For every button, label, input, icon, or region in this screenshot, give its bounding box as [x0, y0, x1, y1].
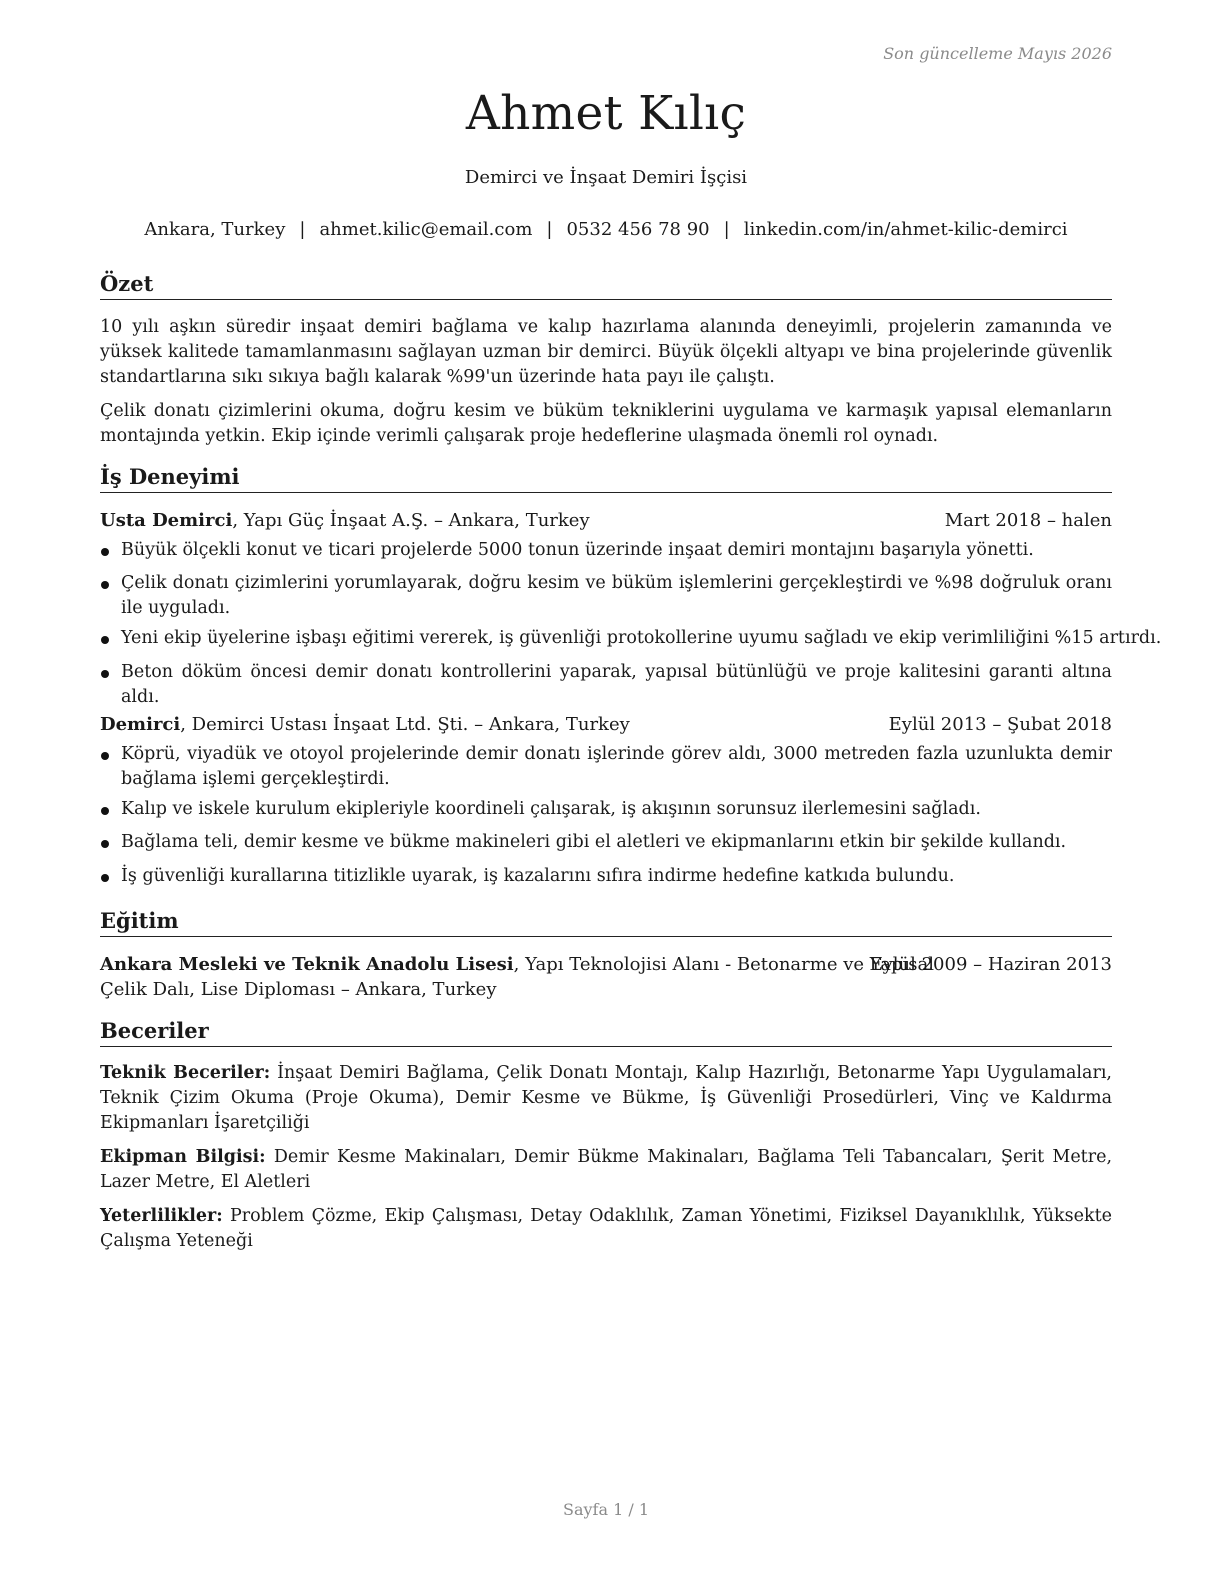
- contact-linkedin[interactable]: linkedin.com/in/ahmet-kilic-demirci: [743, 219, 1068, 240]
- experience-heading: İş Deneyimi: [100, 463, 1112, 493]
- education-dates: Eylül 2009 – Haziran 2013: [869, 954, 1112, 975]
- skills-heading: Beceriler: [100, 1017, 1112, 1047]
- last-updated: Son güncelleme Mayıs 2026: [883, 44, 1112, 63]
- contact-separator: |: [723, 219, 730, 240]
- bullet-icon: [101, 670, 109, 678]
- job-bullet: Kalıp ve iskele kurulum ekipleriyle koordineli çalışarak, iş akışının sorunsuz ilerlemesini sağladı.: [100, 797, 1112, 822]
- job-company: , Yapı Güç İnşaat A.Ş. – Ankara, Turkey: [232, 510, 590, 531]
- education-heading: Eğitim: [100, 907, 1112, 937]
- education-program: , Yapı Teknolojisi Alanı - Betonarme ve Yapısal: [513, 954, 934, 975]
- skill-label: Ekipman Bilgisi:: [100, 1147, 266, 1167]
- job-company: , Demirci Ustası İnşaat Ltd. Şti. – Ankara, Turkey: [180, 714, 630, 735]
- bullet-icon: [101, 807, 109, 815]
- job-bullet: Beton döküm öncesi demir donatı kontrollerini yaparak, yapısal bütünlüğü ve proje kalitesini garanti altına aldı.: [100, 660, 1112, 710]
- skill-group-competencies: [100, 1204, 1112, 1254]
- skill-text: Problem Çözme, Ekip Çalışması, Detay Odaklılık, Zaman Yönetimi, Fiziksel Dayanıklılık, Yüksekte Çalışma Yeteneği: [100, 1206, 1112, 1251]
- skill-text: Demir Kesme Makinaları, Demir Bükme Makinaları, Bağlama Teli Tabancaları, Şerit Metre, Lazer Metre, El Aletleri: [100, 1147, 1113, 1192]
- job-bullet: Büyük ölçekli konut ve ticari projelerde 5000 tonun üzerinde inşaat demiri montajını başarıyla yönetti.: [100, 538, 1112, 563]
- education-line-2: Çelik Dalı, Lise Diploması – Ankara, Turkey: [100, 979, 497, 1000]
- contact-location: Ankara, Turkey: [144, 219, 286, 240]
- job-title: Demirci ve İnşaat Demiri İşçisi: [464, 167, 748, 188]
- job-bullet: Çelik donatı çizimlerini yorumlayarak, doğru kesim ve büküm işlemlerini gerçekleştirdi ve %98 doğruluk oranı ile uyguladı.: [100, 571, 1112, 621]
- skill-group-equipment: [100, 1145, 1112, 1195]
- bullet-icon: [101, 636, 109, 644]
- job-bullet: Yeni ekip üyelerine işbaşı eğitimi vererek, iş güvenliği protokollerine uyumu sağladı ve ekip verimliliğini %15 artırdı.: [100, 626, 1112, 651]
- job-role-company: [100, 712, 630, 737]
- job-role: Demirci: [100, 714, 181, 735]
- skill-label: Yeterlilikler:: [100, 1206, 223, 1226]
- bullet-icon: [101, 548, 109, 556]
- skill-text: İnşaat Demiri Bağlama, Çelik Donatı Montajı, Kalıp Hazırlığı, Betonarme Yapı Uygulamaları, Teknik Çizim Okuma (Proje Okuma), Demir Kesme ve Bükme, İş Güvenliği Prosedürleri, Vinç ve Kaldırma Ekipmanları İşaretçiliği: [100, 1063, 1112, 1133]
- page-number: Sayfa 1 / 1: [562, 1500, 649, 1519]
- candidate-name: Ahmet Kılıç: [465, 86, 747, 141]
- bullet-icon: [101, 581, 109, 589]
- job-bullet: İş güvenliği kurallarına titizlikle uyarak, iş kazalarını sıfıra indirme hedefine katkıda bulundu.: [100, 864, 1112, 889]
- bullet-icon: [101, 752, 109, 760]
- contact-separator: |: [546, 219, 553, 240]
- contact-email[interactable]: ahmet.kilic@email.com: [319, 219, 533, 240]
- job-dates: Mart 2018 – halen: [944, 510, 1112, 531]
- contact-separator: |: [299, 219, 306, 240]
- contact-line: [100, 219, 1112, 240]
- skill-group-technical: [100, 1061, 1112, 1136]
- summary-paragraph-1: 10 yılı aşkın süredir inşaat demiri bağlama ve kalıp hazırlama alanında deneyimli, projelerin zamanında ve yüksek kalitede tamamlanmasını sağlayan uzman bir demirci. Büyük ölçekli altyapı ve bina projelerinde güvenlik standartlarına sıkı sıkıya bağlı kalarak %99'un üzerinde hata payı ile çalıştı.: [100, 317, 1112, 387]
- skill-label: Teknik Beceriler:: [100, 1063, 271, 1083]
- contact-phone[interactable]: 0532 456 78 90: [566, 219, 710, 240]
- job-role-company: [100, 508, 590, 533]
- education-line-1: [100, 952, 934, 977]
- job-role: Usta Demirci: [100, 510, 233, 531]
- summary-paragraph-2: Çelik donatı çizimlerini okuma, doğru kesim ve büküm tekniklerini uygulama ve karmaşık yapısal elemanların montajında yetkin. Ekip içinde verimli çalışarak proje hedeflerine ulaşmada önemli rol oynadı.: [100, 401, 1112, 446]
- job-dates: Eylül 2013 – Şubat 2018: [888, 714, 1112, 735]
- job-bullet: Bağlama teli, demir kesme ve bükme makineleri gibi el aletleri ve ekipmanlarını etkin bir şekilde kullandı.: [100, 830, 1112, 855]
- resume-page: [100, 0, 1162, 1584]
- bullet-icon: [101, 874, 109, 882]
- school-name: Ankara Mesleki ve Teknik Anadolu Lisesi: [100, 954, 514, 975]
- summary-heading: Özet: [100, 270, 1112, 300]
- job-bullet: Köprü, viyadük ve otoyol projelerinde demir donatı işlerinde görev aldı, 3000 metreden fazla uzunlukta demir bağlama işlemi gerçekleştirdi.: [100, 742, 1112, 792]
- bullet-icon: [101, 840, 109, 848]
